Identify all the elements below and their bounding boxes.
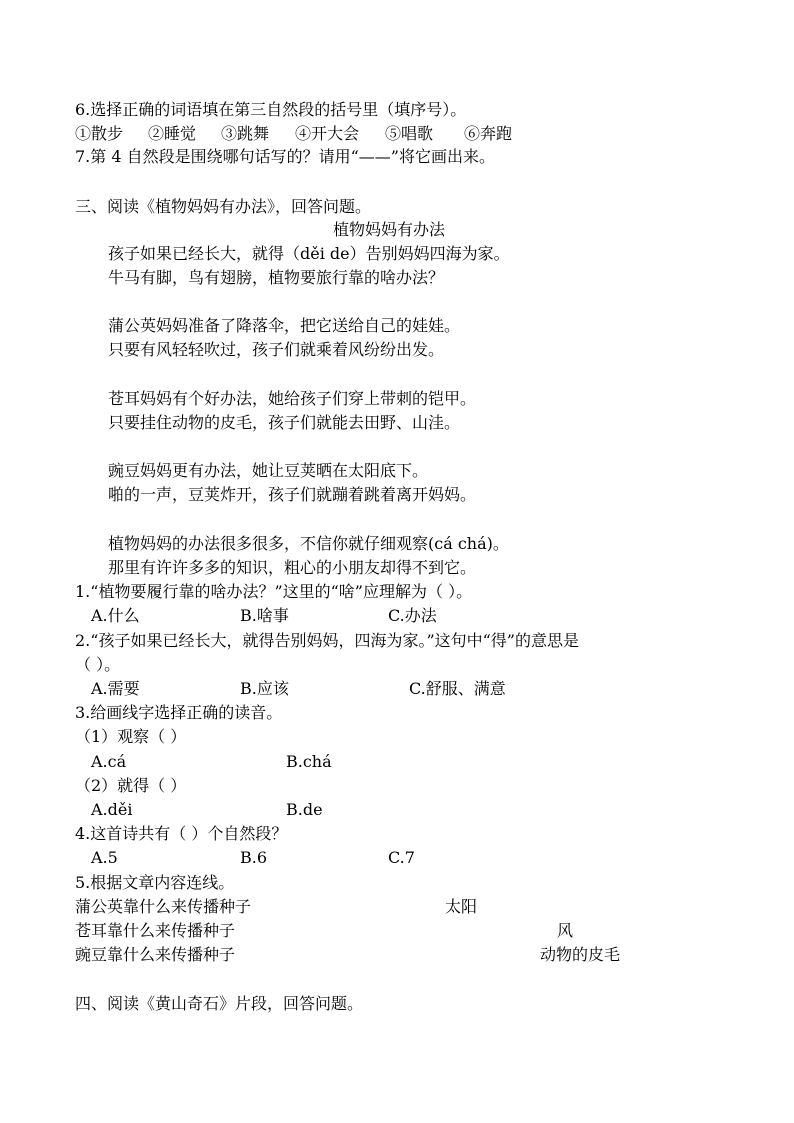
poem-line: 啪的一声，豆荚炸开，孩子们就蹦着跳着离开妈妈。 xyxy=(108,485,477,504)
option-a: A.什么 xyxy=(91,606,140,625)
option-c: C.办法 xyxy=(388,606,437,625)
match-right-item: 动物的皮毛 xyxy=(540,945,621,964)
poem-line: 那里有许许多多的知识，粗心的小朋友却得不到它。 xyxy=(108,558,477,577)
poem-title: 植物妈妈有办法 xyxy=(333,220,446,239)
option: ⑤唱歌 xyxy=(385,124,434,143)
option-b: B.chá xyxy=(286,752,332,771)
option-c: C.7 xyxy=(388,848,415,867)
poem-line: 植物妈妈的办法很多很多，不信你就仔细观察(cá chá)。 xyxy=(108,534,509,553)
question-3-sub-2: （2）就得（ ） xyxy=(75,776,187,795)
question-7: 7.第 4 自然段是围绕哪句话写的？请用“——”将它画出来。 xyxy=(75,147,495,166)
poem-line: 苍耳妈妈有个好办法，她给孩子们穿上带刺的铠甲。 xyxy=(108,389,477,408)
option: ①散步 xyxy=(75,124,124,143)
option-a: A.5 xyxy=(91,848,118,867)
poem-line: 只要有风轻轻吹过，孩子们就乘着风纷纷出发。 xyxy=(108,340,445,359)
question-3-sub-1: （1）观察（ ） xyxy=(75,727,187,746)
option-a: A.cá xyxy=(91,752,127,771)
poem-line: 豌豆妈妈更有办法，她让豆荚晒在太阳底下。 xyxy=(108,461,429,480)
option: ④开大会 xyxy=(295,124,360,143)
match-left-item: 豌豆靠什么来传播种子 xyxy=(75,945,236,964)
option-a: A.děi xyxy=(91,800,133,819)
option-b: B.应该 xyxy=(240,679,289,698)
question-2-blank: （ ）。 xyxy=(75,655,121,674)
match-right-item: 风 xyxy=(557,921,574,940)
question-2: 2.“孩子如果已经长大，就得告别妈妈，四海为家。”这句中“得”的意思是 xyxy=(75,631,579,650)
question-3: 3.给画线字选择正确的读音。 xyxy=(75,703,283,722)
question-5: 5.根据文章内容连线。 xyxy=(75,873,235,892)
section-4-heading: 四、阅读《黄山奇石》片段，回答问题。 xyxy=(75,994,364,1013)
option: ③跳舞 xyxy=(221,124,270,143)
option: ⑥奔跑 xyxy=(464,124,513,143)
question-4: 4.这首诗共有（ ）个自然段？ xyxy=(75,824,288,843)
question-6: 6.选择正确的词语填在第三自然段的括号里（填序号）。 xyxy=(75,100,467,119)
match-left-item: 苍耳靠什么来传播种子 xyxy=(75,921,236,940)
match-left-item: 蒲公英靠什么来传播种子 xyxy=(75,897,252,916)
section-3-heading: 三、阅读《植物妈妈有办法》，回答问题。 xyxy=(75,197,372,216)
question-1: 1.“植物要履行靠的啥办法？”这里的“啥”应理解为（ ）。 xyxy=(75,582,473,601)
match-right-item: 太阳 xyxy=(445,897,478,916)
poem-line: 只要挂住动物的皮毛，孩子们就能去田野、山洼。 xyxy=(108,413,461,432)
option-a: A.需要 xyxy=(91,679,140,698)
poem-line: 蒲公英妈妈准备了降落伞，把它送给自己的娃娃。 xyxy=(108,316,461,335)
poem-line: 牛马有脚，鸟有翅膀，植物要旅行靠的啥办法？ xyxy=(108,268,445,287)
poem-line: 孩子如果已经长大，就得（děi de）告别妈妈四海为家。 xyxy=(108,244,510,263)
option-b: B.6 xyxy=(240,848,268,867)
option: ②睡觉 xyxy=(148,124,197,143)
option-b: B.de xyxy=(286,800,323,819)
option-b: B.啥事 xyxy=(240,606,289,625)
option-c: C.舒服、满意 xyxy=(409,679,506,698)
